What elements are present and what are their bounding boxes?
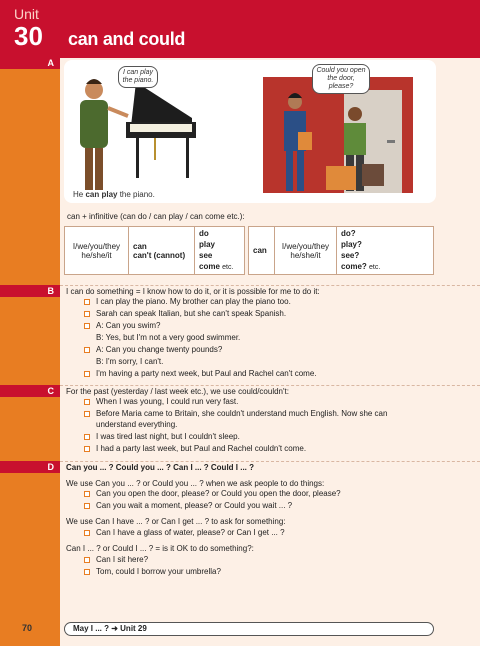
section-b-intro: I can do something = I know how to do it, or it is possible for me to do it:	[66, 287, 320, 296]
page-title: can and could	[68, 29, 186, 49]
section-tab-c: C	[0, 385, 60, 397]
verb: see	[199, 251, 213, 260]
section-d-item: Tom, could I borrow your umbrella?	[96, 567, 221, 576]
bullet-box	[84, 347, 90, 353]
unit-number: 30	[14, 21, 43, 51]
section-b-item: A: Can you change twenty pounds?	[96, 345, 223, 354]
verbs-cell	[195, 227, 245, 275]
section-c-item: understand everything.	[96, 420, 178, 429]
illustration-caption	[73, 190, 155, 199]
section-c-item: Before Maria came to Britain, she couldn't understand much English. Now she can	[96, 409, 388, 418]
bullet-box	[84, 311, 90, 317]
subject-singular: he/she/it	[81, 250, 112, 260]
modal-cant: can't (cannot)	[133, 250, 186, 260]
question-table	[248, 226, 434, 275]
subject-cell	[275, 227, 337, 275]
bullet-box	[84, 411, 90, 417]
section-c-item: When I was young, I could run very fast.	[96, 397, 239, 406]
section-d-item: Can you wait a moment, please? or Could you wait ... ?	[96, 501, 293, 510]
subject-singular: he/she/it	[290, 250, 321, 260]
section-b-item: I'm having a party next week, but Paul and Rachel can't come.	[96, 369, 317, 378]
bullet-box	[84, 399, 90, 405]
section-b-item: B: I'm sorry, I can't.	[96, 357, 164, 366]
verb: see?	[341, 251, 360, 260]
bullet-box	[84, 434, 90, 440]
section-b-item: I can play the piano. My brother can play the piano too.	[96, 297, 291, 306]
section-b-item: A: Can you swim?	[96, 321, 161, 330]
bullet-box	[84, 530, 90, 536]
verb: come	[199, 262, 220, 271]
crossref-link[interactable]: May I ... ? ➜ Unit 29	[73, 624, 147, 633]
header	[0, 0, 480, 58]
section-c-item: I was tired last night, but I couldn't sleep.	[96, 432, 240, 441]
speech-bubble-piano: I can play the piano.	[118, 66, 158, 88]
verb: do	[199, 229, 209, 238]
affirmative-table	[64, 226, 245, 275]
section-d-paragraph: We use Can you ... ? or Could you ... ? when we ask people to do things:	[66, 479, 325, 488]
verb: play?	[341, 240, 362, 249]
subject-plural: I/we/you/they	[281, 241, 330, 251]
illustration	[64, 60, 436, 203]
man-illustration	[80, 79, 128, 190]
section-d-item: Can I sit here?	[96, 555, 149, 564]
unit-label: Unit	[14, 6, 39, 22]
caption-bold: can play	[85, 190, 118, 199]
section-tab-d: D	[0, 461, 60, 473]
table-intro: can + infinitive (can do / can play / can come etc.):	[67, 212, 245, 221]
subject-cell	[65, 227, 129, 275]
section-c-intro: For the past (yesterday / last week etc.), we use could/couldn't:	[66, 387, 289, 396]
etc-label: etc.	[369, 264, 381, 271]
bullet-box	[84, 299, 90, 305]
section-d-paragraph: We use Can I have ... ? or Can I get ... ? to ask for something:	[66, 517, 286, 526]
door-scene	[263, 77, 413, 193]
bullet-box	[84, 569, 90, 575]
verb: play	[199, 240, 216, 249]
bullet-box	[84, 491, 90, 497]
section-b-item: B: Yes, but I'm not a very good swimmer.	[96, 333, 241, 342]
separator	[60, 385, 480, 386]
modal-cell: can	[249, 227, 275, 275]
section-c-item: I had a party last week, but Paul and Rachel couldn't come.	[96, 444, 307, 453]
caption-text-end: the piano.	[117, 190, 155, 199]
bullet-box	[84, 323, 90, 329]
modal-can: can	[133, 241, 147, 251]
crossref-box	[64, 622, 434, 636]
separator	[60, 285, 480, 286]
section-d-paragraph: Can I ... ? or Could I ... ? = is it OK to do something?:	[66, 544, 254, 553]
section-tab-a: A	[0, 57, 60, 69]
page-number: 70	[22, 623, 33, 633]
speech-bubble-door: Could you open the door, please?	[312, 64, 370, 94]
bullet-box	[84, 371, 90, 377]
verbs-cell	[337, 227, 434, 275]
piano-illustration	[126, 82, 196, 178]
subject-plural: I/we/you/they	[72, 241, 121, 251]
section-tab-b: B	[0, 285, 60, 297]
separator	[60, 461, 480, 462]
verb: come?	[341, 262, 367, 271]
caption-text: He	[73, 190, 86, 199]
bullet-box	[84, 446, 90, 452]
section-d-item: Can I have a glass of water, please? or Can I get ... ?	[96, 528, 285, 537]
section-d-heading: Can you ... ? Could you ... ? Can I ... ? Could I ... ?	[66, 463, 254, 472]
sidebar	[0, 0, 60, 646]
section-b-item: Sarah can speak Italian, but she can't speak Spanish.	[96, 309, 287, 318]
etc-label: etc.	[222, 264, 234, 271]
verb: do?	[341, 229, 356, 238]
bullet-box	[84, 503, 90, 509]
section-d-item: Can you open the door, please? or Could you open the door, please?	[96, 489, 341, 498]
modal-cell	[129, 227, 195, 275]
bullet-box	[84, 557, 90, 563]
